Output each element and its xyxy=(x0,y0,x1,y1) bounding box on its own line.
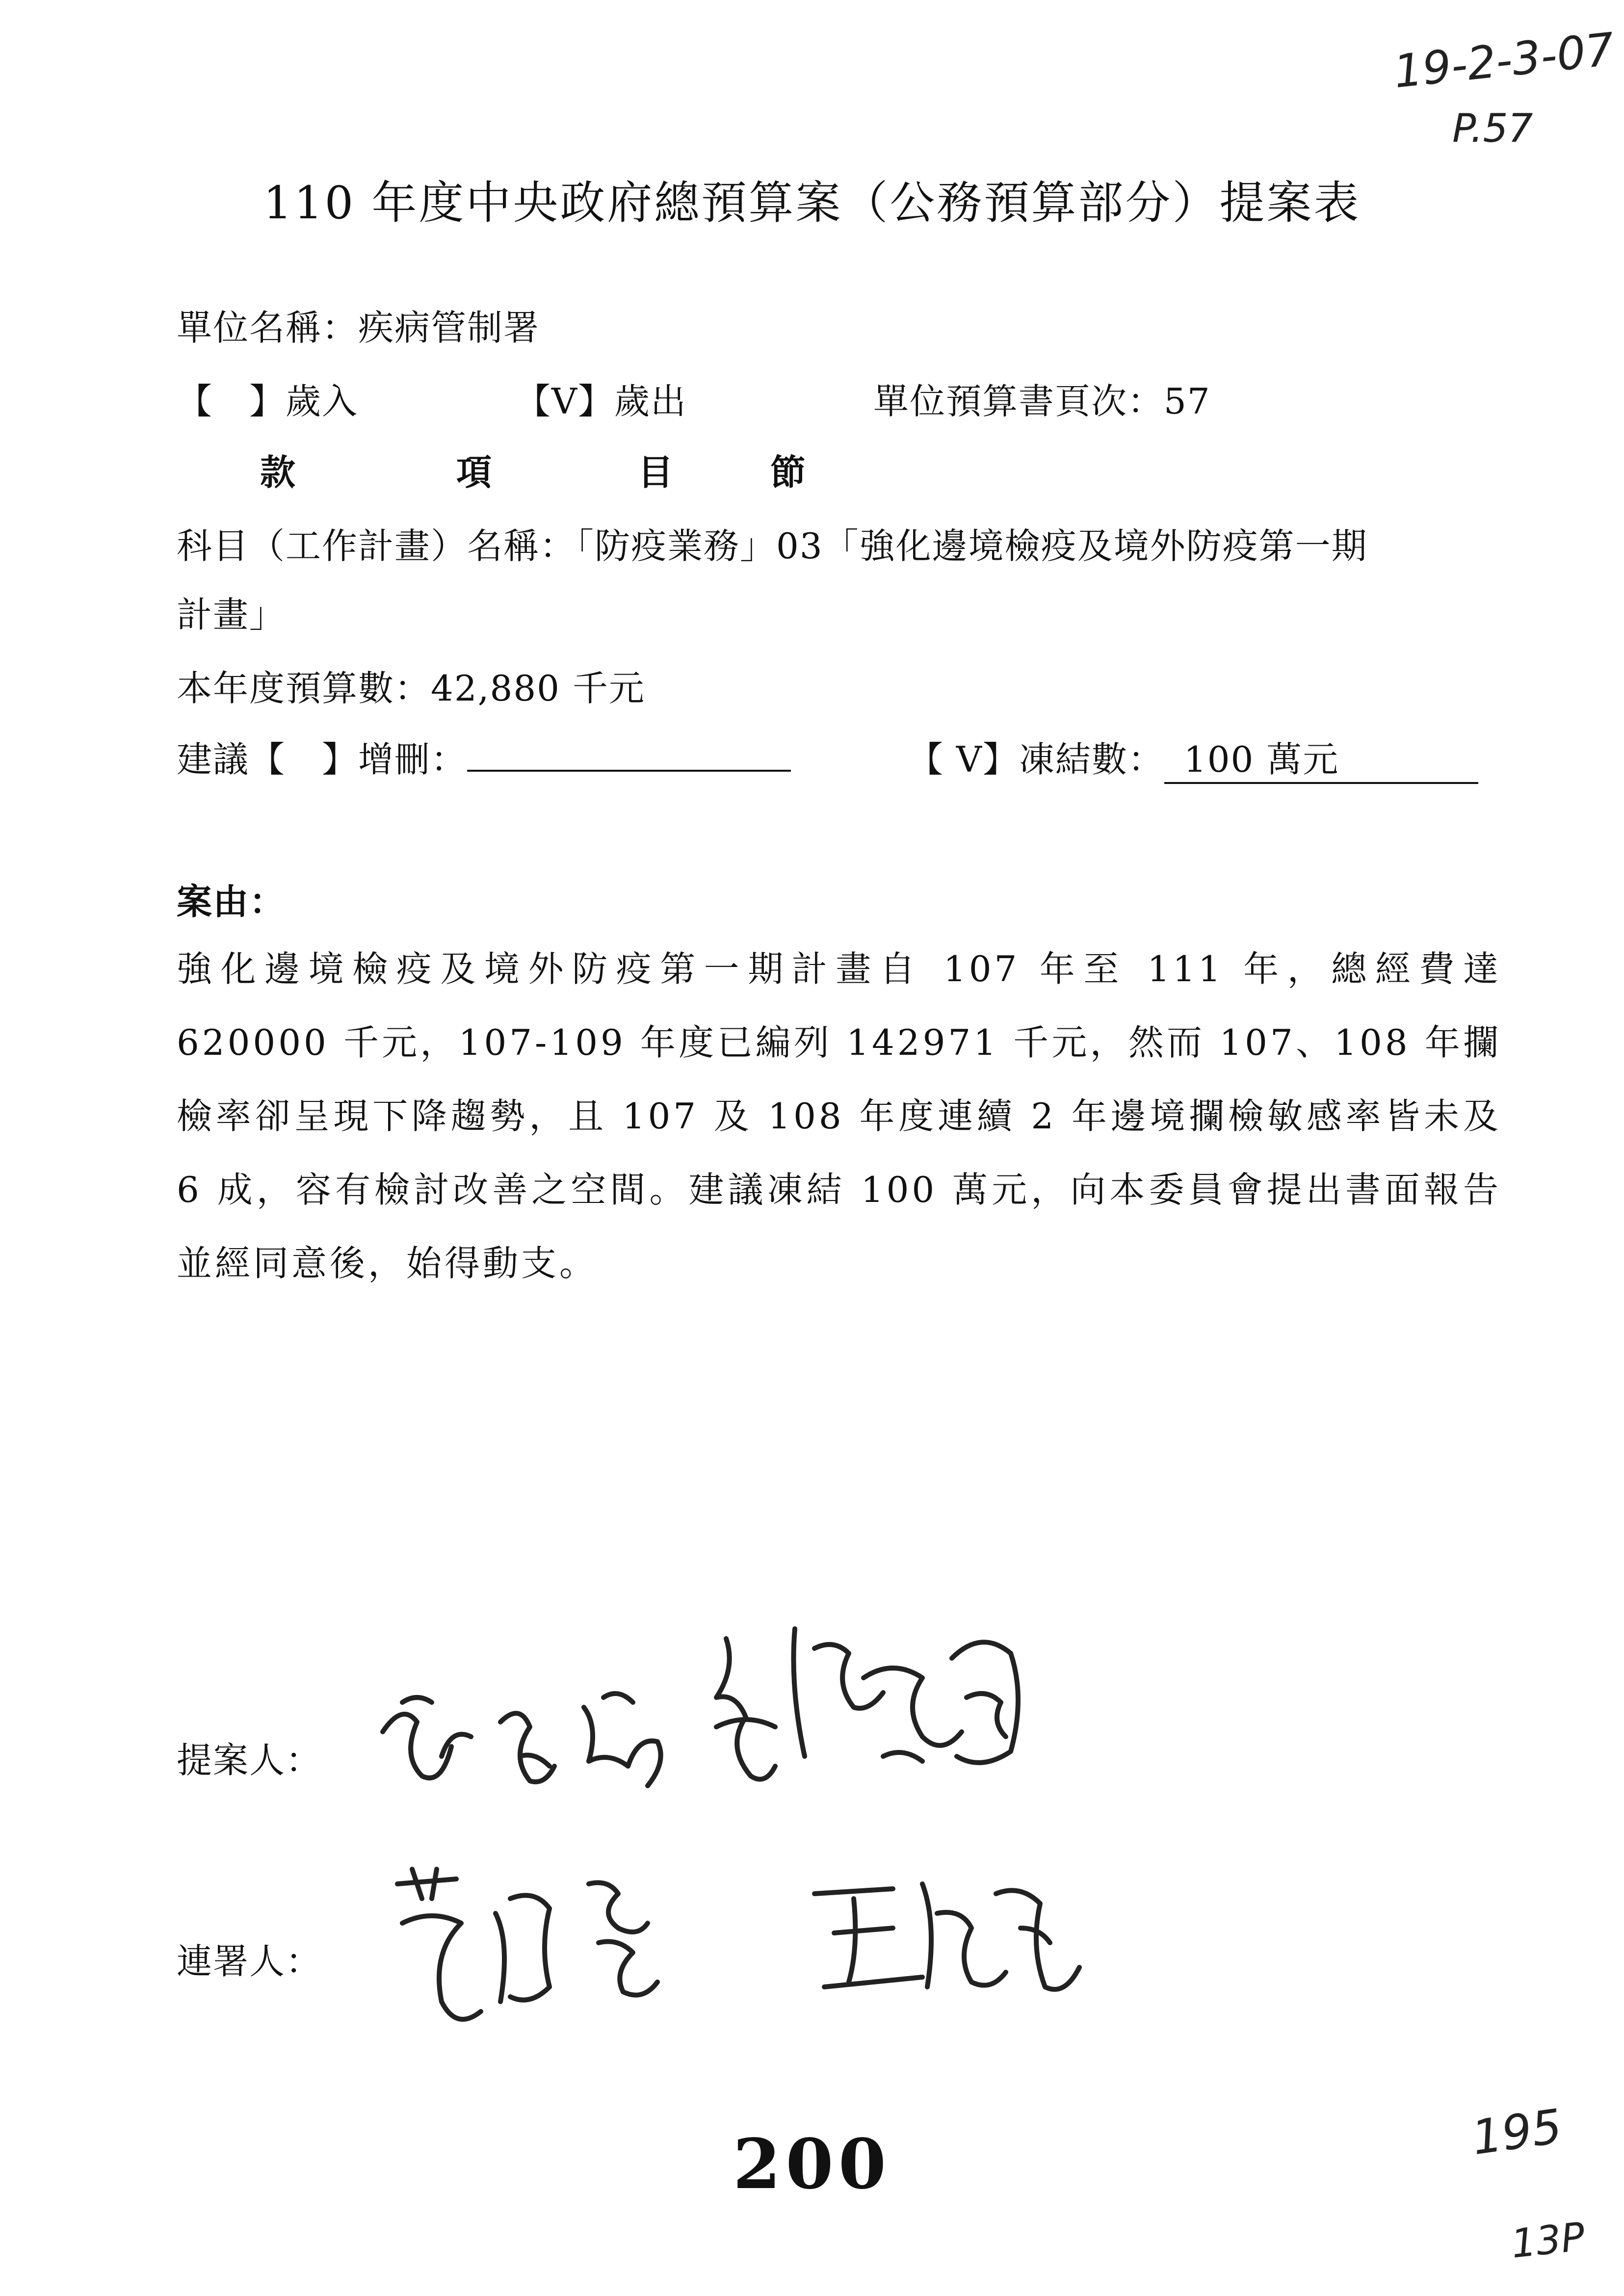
header-mu: 目 xyxy=(638,451,675,493)
form-title: 110 年度中央政府總預算案（公務預算部分）提案表 xyxy=(263,177,1361,229)
header-kuan: 款 xyxy=(260,451,297,493)
unit-name-label: 單位名稱： xyxy=(177,307,359,348)
handwritten-number-13p: 13P xyxy=(1509,2214,1587,2267)
proposer-label: 提案人： xyxy=(177,1740,322,1781)
expenditure-checkbox-row xyxy=(515,373,687,424)
freeze-row xyxy=(908,731,1478,784)
signature-scribble-2 xyxy=(383,1854,1119,2061)
budget-page-label: 單位預算書頁次： xyxy=(873,381,1164,422)
unit-name-row xyxy=(177,299,540,350)
expenditure-checkbox: 【V】 xyxy=(515,381,614,422)
suggest-checkbox: 【 】 xyxy=(249,739,359,780)
subject-value: 「防疫業務」03「強化邊境檢疫及境外防疫第一期 xyxy=(576,525,1368,567)
budget-value: 42,880 千元 xyxy=(431,668,645,709)
subject-label: 科目（工作計畫）名稱： xyxy=(177,525,576,567)
budget-page-value: 57 xyxy=(1164,381,1211,422)
add-delete-blank xyxy=(467,740,791,772)
cosigner-label: 連署人： xyxy=(177,1941,322,1982)
revenue-checkbox-row xyxy=(177,373,358,424)
budget-label: 本年度預算數： xyxy=(177,668,431,709)
subject-value-continued: 計畫」 xyxy=(177,594,286,635)
handwritten-number-195: 195 xyxy=(1468,2098,1566,2166)
reason-text: 強化邊境檢疫及境外防疫第一期計畫自 107 年至 111 年，總經費達 620000 千元，107-109 年度已編列 142971 千元，然而 107、108 年攔檢率卻呈現下降趨勢，且 107 及 108 年度連續 2 年邊境攔檢敏感率皆未及 6 成，容有檢討改善之空間。建議凍結 100 萬元，向本委員會提出書面報告並經同意後，始得動支。 xyxy=(177,948,1501,1284)
handwritten-code: 19-2-3-07 xyxy=(1391,23,1617,99)
freeze-checkbox: 【 V】 xyxy=(908,739,1019,780)
handwritten-page-ref: P.57 xyxy=(1452,105,1533,151)
revenue-checkbox: 【 】 xyxy=(177,381,286,422)
cosigner-signatures xyxy=(383,1854,1119,2061)
expenditure-label: 歲出 xyxy=(614,381,687,422)
add-delete-label: 增刪： xyxy=(358,739,468,780)
budget-page-row xyxy=(873,373,1211,424)
revenue-label: 歲入 xyxy=(286,381,359,422)
unit-name-value: 疾病管制署 xyxy=(358,307,540,348)
signature-scribble xyxy=(373,1599,1158,1825)
reason-label: 案由： xyxy=(177,881,286,922)
budget-row xyxy=(177,660,645,711)
suggestion-row xyxy=(177,731,791,782)
header-xiang: 項 xyxy=(456,451,493,493)
freeze-label: 凍結數： xyxy=(1019,739,1164,780)
page-number: 200 xyxy=(733,2124,891,2205)
suggest-label: 建議 xyxy=(177,739,250,780)
header-jie: 節 xyxy=(770,451,807,493)
subject-row xyxy=(177,518,1368,569)
proposer-signatures xyxy=(373,1599,1158,1825)
freeze-value: 100 萬元 xyxy=(1164,731,1478,784)
